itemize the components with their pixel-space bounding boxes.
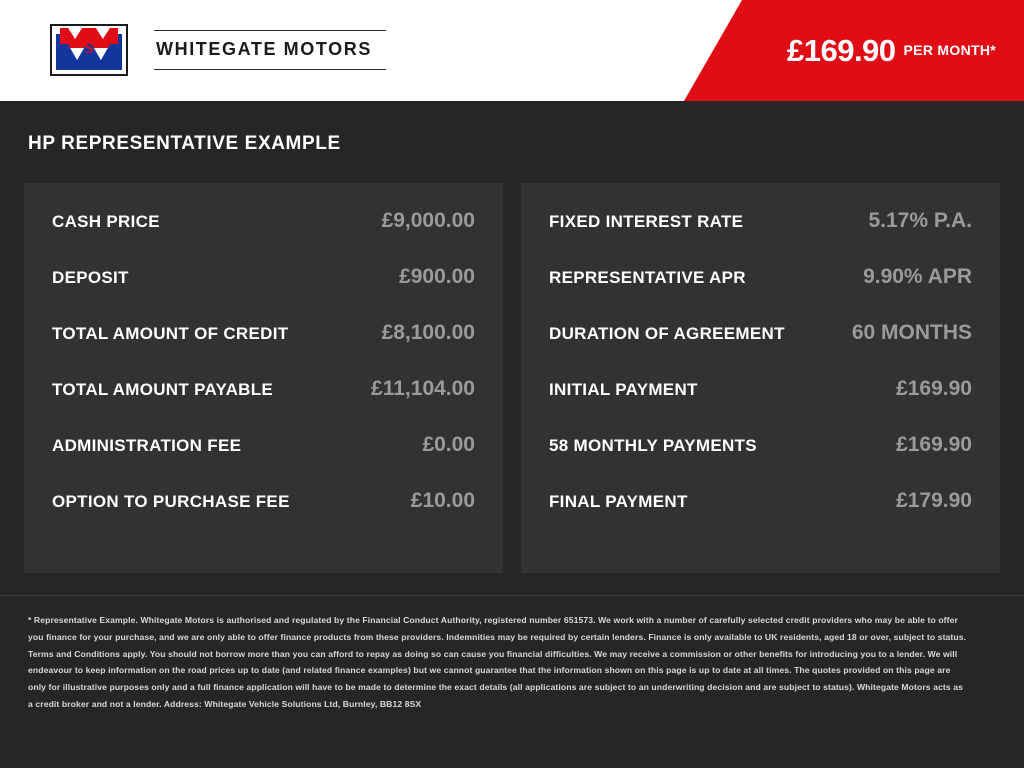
row-label: FINAL PAYMENT xyxy=(549,492,688,511)
row-label: REPRESENTATIVE APR xyxy=(549,268,746,287)
row-label: TOTAL AMOUNT OF CREDIT xyxy=(52,324,289,343)
row-value: 60 MONTHS xyxy=(851,321,972,344)
table-row xyxy=(549,209,972,265)
table-row xyxy=(549,321,972,377)
row-label: DURATION OF AGREEMENT xyxy=(549,324,785,343)
row-value: £169.90 xyxy=(896,377,972,400)
row-label: INITIAL PAYMENT xyxy=(549,380,698,399)
footer xyxy=(0,595,1024,713)
table-row xyxy=(549,433,972,489)
table-row xyxy=(52,489,475,545)
row-value: £11,104.00 xyxy=(371,377,475,400)
row-label: ADMINISTRATION FEE xyxy=(52,436,242,455)
main-content xyxy=(0,101,1024,573)
table-row xyxy=(52,433,475,489)
row-value: £900.00 xyxy=(399,265,475,288)
logo-letter: S xyxy=(84,40,94,57)
table-row xyxy=(52,321,475,377)
table-row xyxy=(549,489,972,545)
table-row xyxy=(52,209,475,265)
table-row xyxy=(52,265,475,321)
monthly-price-block xyxy=(724,0,1024,101)
row-value: £9,000.00 xyxy=(381,209,475,232)
finance-panel-right xyxy=(521,183,1000,573)
row-value: £179.90 xyxy=(896,489,972,512)
brand-name-block xyxy=(154,30,386,70)
monthly-price-value: £169.90 xyxy=(786,33,896,68)
row-label: TOTAL AMOUNT PAYABLE xyxy=(52,380,274,399)
table-row xyxy=(549,265,972,321)
brand-lockup xyxy=(50,24,386,76)
table-row xyxy=(52,377,475,433)
row-label: CASH PRICE xyxy=(52,212,160,231)
row-value: 5.17% P.A. xyxy=(868,209,972,232)
row-label: 58 MONTHLY PAYMENTS xyxy=(549,436,757,455)
row-value: £8,100.00 xyxy=(381,321,475,344)
row-value: £10.00 xyxy=(410,489,475,512)
row-label: DEPOSIT xyxy=(52,268,129,287)
finance-panel-left xyxy=(24,183,503,573)
table-row xyxy=(549,377,972,433)
row-label: FIXED INTEREST RATE xyxy=(549,212,744,231)
monthly-price-suffix: PER MONTH* xyxy=(903,41,996,58)
page-title: HP REPRESENTATIVE EXAMPLE xyxy=(28,133,341,154)
page-header xyxy=(0,0,1024,101)
row-value: £0.00 xyxy=(422,433,475,456)
row-value: 9.90% APR xyxy=(863,265,972,288)
finance-panels xyxy=(24,183,1000,573)
brand-rule-bottom xyxy=(154,69,386,70)
whitegate-logo-icon xyxy=(50,24,128,76)
row-label: OPTION TO PURCHASE FEE xyxy=(52,492,290,511)
row-value: £169.90 xyxy=(896,433,972,456)
brand-name: WHITEGATE MOTORS xyxy=(156,39,372,59)
disclaimer-text: * Representative Example. Whitegate Motors is authorised and regulated by the Financial Conduct Authority, registered number 651573. We work with a number of carefully selected credit providers who may be able to offer you finance for your purchase, and we are only able to offer finance products from these providers. Indemnities may be required by certain lenders. Finance is only available to UK residents, aged 18 or over, subject to status. Terms and Conditions apply. You should not borrow more than you can afford to repay as doing so can cause you financial difficulties. We may receive a commission or other benefits for introducing you to a lender. We will endeavour to keep information on the road prices up to date (and related finance examples) but we cannot guarantee that the information shown on this page is up to date at all times. The quotes provided on this page are only for illustrative purposes only and a full finance application will have to be made to determine the exact details (all applications are subject to an underwriting decision and are subject to status). Whitegate Motors acts as a credit broker and not a lender. Address: Whitegate Vehicle Solutions Ltd, Burnley, BB12 8SX xyxy=(28,615,967,709)
